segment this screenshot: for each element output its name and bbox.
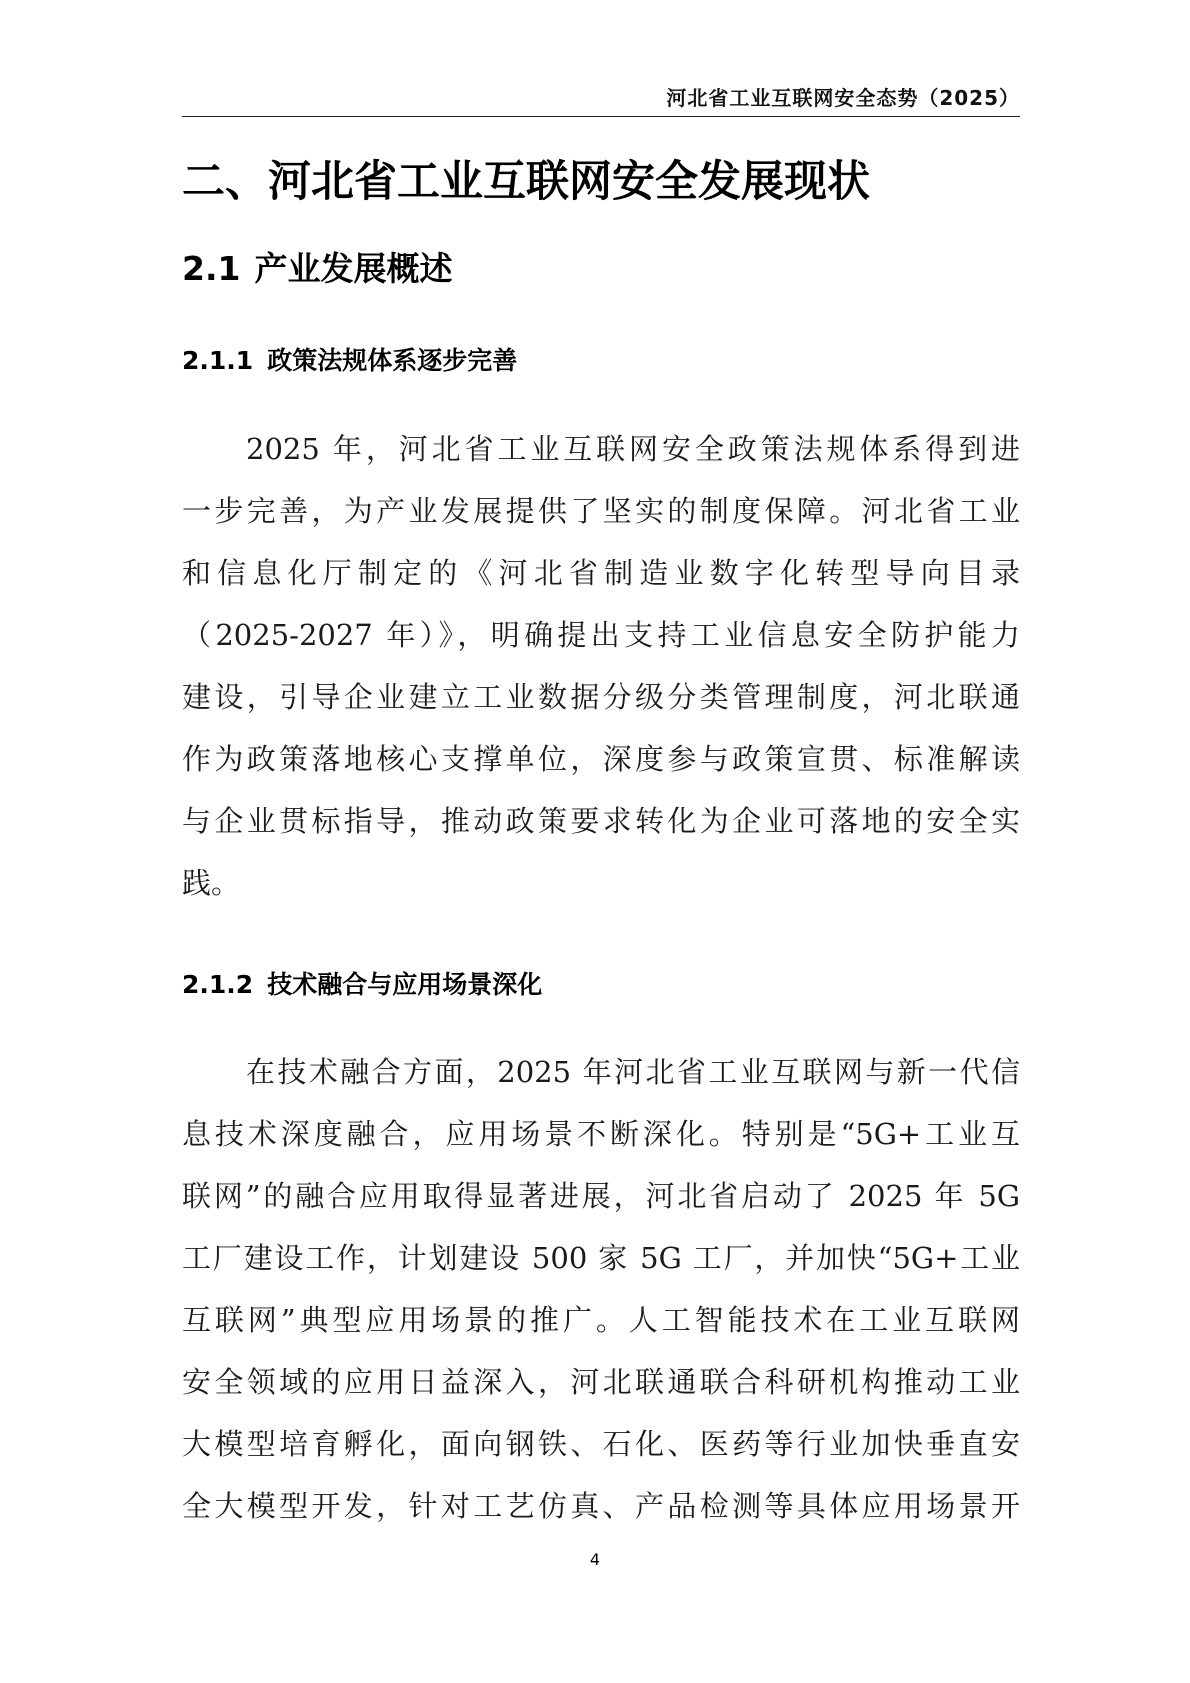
paragraph-line: 一步完善，为产业发展提供了坚实的制度保障。河北省工业 (182, 494, 1020, 528)
paragraph-line: 息技术深度融合，应用场景不断深化。特别是“5G+工业互 (182, 1117, 1020, 1151)
running-header: 河北省工业互联网安全态势（2025） (666, 86, 1020, 110)
paragraph-line: 作为政策落地核心支撑单位，深度参与政策宣贯、标准解读 (182, 742, 1020, 776)
paragraph-line: 联网”的融合应用取得显著进展，河北省启动了 2025 年 5G (182, 1179, 1020, 1213)
paragraph-line: 和信息化厅制定的《河北省制造业数字化转型导向目录 (182, 556, 1020, 590)
chapter-title: 二、河北省工业互联网安全发展现状 (182, 157, 870, 207)
paragraph-line: 安全领域的应用日益深入，河北联通联合科研机构推动工业 (182, 1365, 1020, 1399)
subsection-heading-1 (182, 341, 517, 377)
paragraph-line: 工厂建设工作，计划建设 500 家 5G 工厂，并加快“5G+工业 (182, 1241, 1020, 1275)
page-number: 4 (589, 1550, 601, 1569)
paragraph-policy (182, 418, 1020, 914)
paragraph-technology (182, 1041, 1020, 1537)
section-number: 2.1 (182, 249, 241, 288)
paragraph-line: 2025 年，河北省工业互联网安全政策法规体系得到进 (246, 432, 1020, 466)
paragraph-line: 建设，引导企业建立工业数据分级分类管理制度，河北联通 (182, 680, 1020, 714)
paragraph-line: 全大模型开发，针对工艺仿真、产品检测等具体应用场景开 (182, 1489, 1020, 1523)
paragraph-line: 与企业贯标指导，推动政策要求转化为企业可落地的安全实 (182, 804, 1020, 838)
paragraph-line: （2025-2027 年）》，明确提出支持工业信息安全防护能力 (182, 618, 1020, 652)
section-title: 产业发展概述 (254, 249, 453, 288)
paragraph-line: 在技术融合方面，2025 年河北省工业互联网与新一代信 (246, 1055, 1020, 1089)
subsection-title: 政策法规体系逐步完善 (267, 346, 518, 375)
subsection-heading-2 (182, 965, 542, 1001)
paragraph-line: 互联网”典型应用场景的推广。人工智能技术在工业互联网 (182, 1303, 1020, 1337)
section-heading (182, 243, 452, 290)
header-rule (182, 116, 1020, 117)
subsection-title: 技术融合与应用场景深化 (267, 970, 543, 999)
subsection-number: 2.1.2 (182, 970, 254, 999)
subsection-number: 2.1.1 (182, 346, 254, 375)
paragraph-line: 践。 (182, 866, 241, 900)
paragraph-line: 大模型培育孵化，面向钢铁、石化、医药等行业加快垂直安 (182, 1427, 1020, 1461)
